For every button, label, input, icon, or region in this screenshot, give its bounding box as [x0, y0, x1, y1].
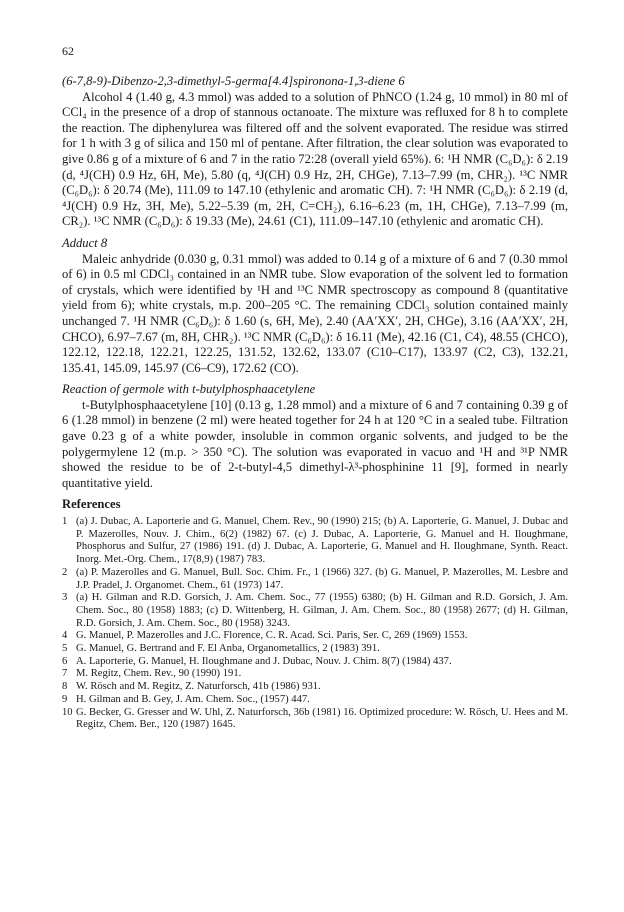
reference-number: 1	[62, 516, 68, 528]
reference-number: 9	[62, 693, 68, 705]
reference-item	[62, 681, 568, 694]
reference-item	[62, 643, 568, 656]
reference-text: G. Becker, G. Gresser and W. Uhl, Z. Naturforsch, 36b (1981) 16. Optimized procedure: W. Rösch, U. Hees and M. Regitz, Chem. Ber., 120 (1987) 1645.	[76, 706, 568, 731]
reference-number: 7	[62, 668, 68, 680]
paragraph: Alcohol 4 (1.40 g, 4.3 mmol) was added to a solution of PhNCO (1.24 g, 10 mmol) in 80 ml of CCl₄ in the presence of a drop of stannous octanoate. The mixture was refluxed for 8 h to complete the reaction. The diphenylurea was filtered off and the solvent evaporated. The residue was stirred for 1 h with 3 g of silica and 150 ml of pentane. After filtration, the clear solution was evaporated to give 0.86 g of a mixture of 6 and 7 in the ratio 72:28 (overall yield 65%). 6: ¹H NMR (C₆D₆): δ 2.19 (d, ⁴J(CH) 0.9 Hz, 6H, Me), 5.80 (q, ⁴J(CH) 0.9 Hz, 2H, CHGe), 7.13–7.99 (m, CHR₂). ¹³C NMR (C₆D₆): δ 20.74 (Me), 111.09 to 147.10 (ethylenic and aromatic CH). 7: ¹H NMR (C₆D₆): δ 2.19 (d, ⁴J(CH) 0.9 Hz, 3H, Me), 5.22–5.39 (m, 2H, C=CH₂), 6.16–6.23 (m, 1H, CHGe), 7.13–7.99 (m, CR₂). ¹³C NMR (C₆D₆): δ 19.33 (Me), 24.61 (C1), 111.09–147.10 (ethylenic and aromatic CH).	[62, 89, 568, 229]
paragraph: Maleic anhydride (0.030 g, 0.31 mmol) was added to 0.14 g of a mixture of 6 and 7 (0.30 mmol of 6) in 0.5 ml CDCl₃ contained in an NMR tube. Slow evaporation of the solvent led to formation of crystals, which were identified by ¹H and ¹³C NMR spectroscopy as compound 8 (quantitative yield from 6); white crystals, m.p. 200–205 °C. The remaining CDCl₃ solution contained mainly unchanged 7. ¹H NMR (C₆D₆): δ 1.60 (s, 6H, Me), 2.40 (AA′XX′, 2H, CHGe), 3.16 (AA′XX′, 2H, CHCO), 6.97–7.67 (m, 8H, CHR₂). ¹³C NMR (C₆D₆): δ 16.11 (Me), 42.16 (C1, C4), 48.55 (CHCO), 122.12, 122.18, 122.21, 122.25, 131.52, 132.62, 133.07 (C10–C17), 133.97 (C2, C3), 132.21, 135.41, 145.09, 145.97 (C6–C9), 172.62 (CO).	[62, 251, 568, 375]
reference-number: 6	[62, 655, 68, 667]
page-number: 62	[62, 44, 74, 58]
reference-number: 5	[62, 643, 68, 655]
reference-number: 3	[62, 592, 68, 604]
reference-text: (a) P. Mazerolles and G. Manuel, Bull. Soc. Chim. Fr., 1 (1966) 327. (b) G. Manuel, P. Mazerolles, M. Lesbre and J.P. Pradel, J. Organomet. Chem., 61 (1973) 147.	[76, 566, 568, 591]
section-adduct	[62, 236, 568, 376]
reference-item	[62, 694, 568, 707]
section-title: (6-7,8-9)-Dibenzo-2,3-dimethyl-5-germa[4.4]spironona-1,3-diene 6	[62, 74, 405, 88]
reference-text: (a) H. Gilman and R.D. Gorsich, J. Am. Chem. Soc., 77 (1955) 6380; (b) H. Gilman and R.D. Gorsich, J. Am. Chem. Soc., 80 (1958) 1883; (c) D. Wittenberg, H. Gilman, J. Am. Chem. Soc., 80 (1958) 2677; (d) H. Gilman, R.D. Gorsich, J. Am. Chem. Soc., 80 (1958) 3243.	[76, 592, 568, 629]
reference-text: H. Gilman and B. Gey, J. Am. Chem. Soc., (1957) 447.	[76, 693, 310, 705]
paragraph: t-Butylphosphaacetylene [10] (0.13 g, 1.28 mmol) and a mixture of 6 and 7 containing 0.39 g of 6 (1.28 mmol) in benzene (2 ml) were heated together for 24 h at 120 °C in a sealed tube. Filtration gave 0.23 g of a white powder, insoluble in common organic solvents, and judged to be the polygermylene 12 (m.p. > 350 °C). The solution was evaporated in vacuo and ¹H and ³¹P NMR showed the residue to be of 2-t-butyl-4,5 dimethyl-λ³-phosphinine 11 [9], formed in nearly quantitative yield.	[62, 397, 568, 490]
reference-item	[62, 707, 568, 732]
reference-item	[62, 668, 568, 681]
reference-text: G. Manuel, G. Bertrand and F. El Anba, Organometallics, 2 (1983) 391.	[76, 643, 380, 655]
reference-text: M. Regitz, Chem. Rev., 90 (1990) 191.	[76, 668, 242, 680]
reference-item	[62, 656, 568, 669]
reference-text: (a) J. Dubac, A. Laporterie and G. Manuel, Chem. Rev., 90 (1990) 215; (b) A. Laporterie, G. Manuel, J. Dubac and P. Mazerolles, Nouv. J. Chim., 6(2) (1982) 67. (c) J. Dubac, A. Laporterie, G. Manuel and H. Iloughmane, Phosphorus and Sulfur, 27 (1986) 191. (d) J. Dubac, A. Laporterie, G. Manuel and H. Iloughmane, Synth. React. Inorg. Met.-Org. Chem., 17(8,9) (1987) 783.	[76, 516, 568, 566]
reference-text: G. Manuel, P. Mazerolles and J.C. Florence, C. R. Acad. Sci. Paris, Ser. C, 269 (1969) 1553.	[76, 630, 468, 642]
section-spirononadiene	[62, 74, 568, 230]
references-section	[62, 497, 568, 732]
section-title: Reaction of germole with t-butylphosphaacetylene	[62, 382, 316, 397]
references-list	[62, 516, 568, 732]
reference-item	[62, 567, 568, 592]
article-body	[62, 74, 568, 732]
reference-number: 10	[62, 706, 73, 718]
reference-text: A. Laporterie, G. Manuel, H. Iloughmane and J. Dubac, Nouv. J. Chim. 8(7) (1984) 437.	[76, 655, 452, 667]
references-heading: References	[62, 497, 121, 512]
reference-number: 8	[62, 681, 68, 693]
reference-text: W. Rösch and M. Regitz, Z. Naturforsch, 41b (1986) 931.	[76, 681, 321, 693]
section-title: Adduct 8	[62, 235, 108, 250]
reference-number: 4	[62, 630, 68, 642]
reference-item	[62, 592, 568, 630]
reference-number: 2	[62, 566, 68, 578]
section-reaction	[62, 382, 568, 491]
reference-item	[62, 630, 568, 643]
reference-item	[62, 516, 568, 567]
